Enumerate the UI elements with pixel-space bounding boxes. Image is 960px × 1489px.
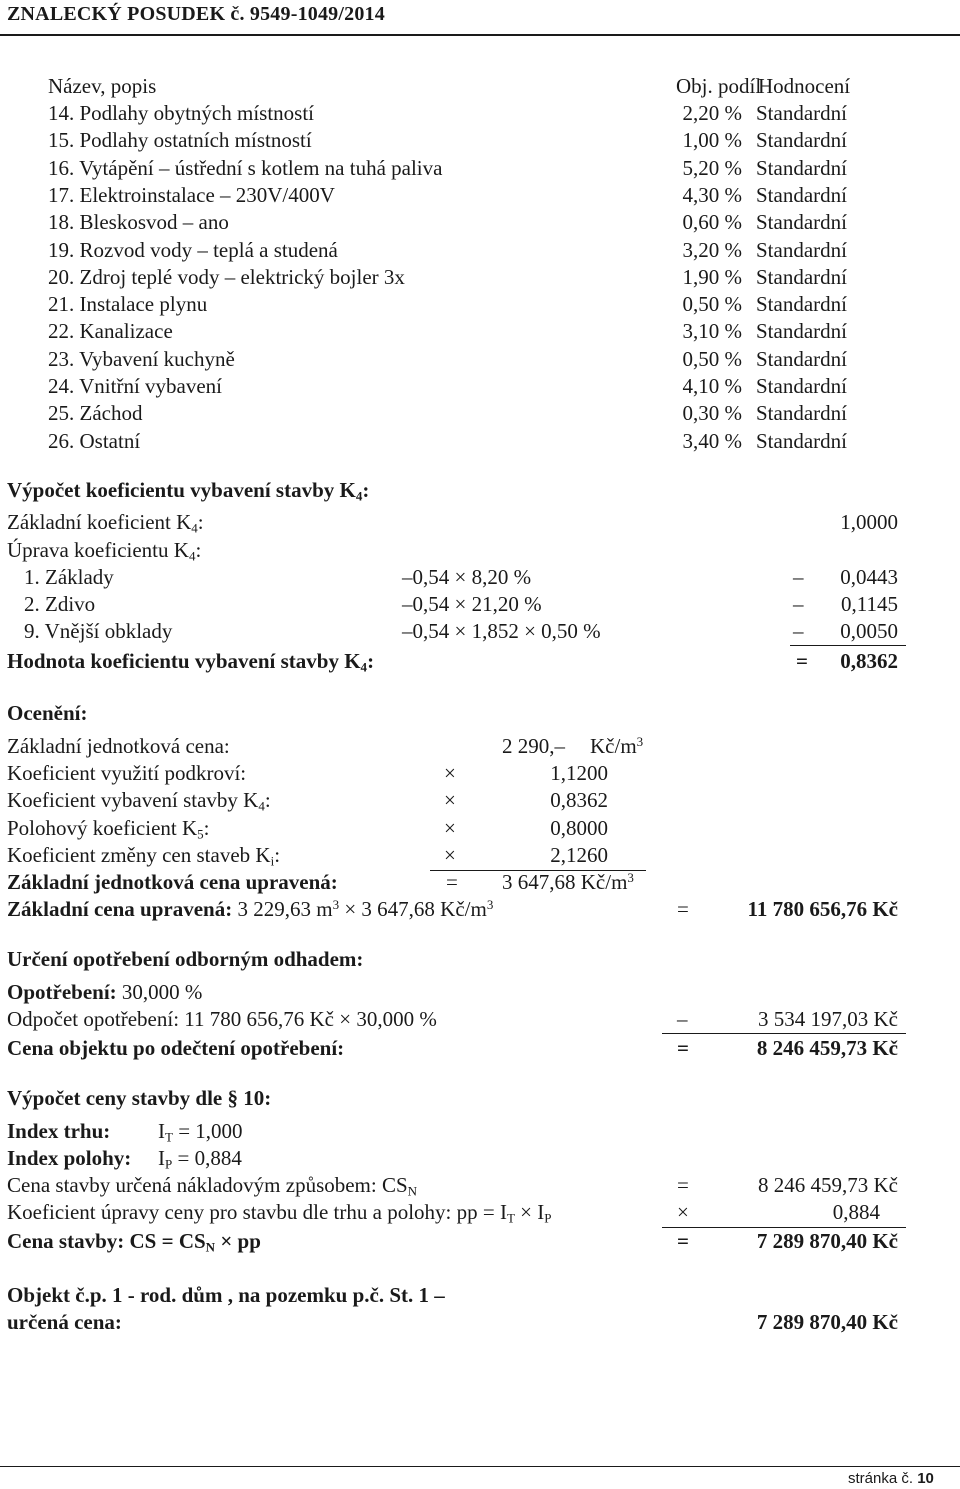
row-rating: Standardní	[756, 292, 847, 317]
k4-item-op: –	[793, 592, 804, 616]
row-name: 15. Podlahy ostatních místností	[48, 128, 312, 153]
adjusted-unit-op: =	[446, 870, 458, 894]
cost-price-op: =	[677, 1173, 689, 1197]
wear-heading: Určení opotřebení odborným odhadem:	[7, 947, 364, 971]
footer-rule	[0, 1466, 960, 1467]
row-share: 3,40 %	[682, 428, 742, 453]
row-name: 14. Podlahy obytných místností	[48, 101, 315, 125]
row-name: 24. Vnitřní vybavení	[48, 374, 223, 398]
row-rating: Standardní	[756, 210, 847, 235]
base-price-value: 2 290,–	[502, 734, 565, 758]
k4-item-formula: –0,54 × 21,20 %	[402, 592, 542, 616]
row-name: 17. Elektroinstalace – 230V/400V	[48, 182, 335, 207]
valuation-row-op: ×	[444, 788, 456, 813]
k4-base-value: 1,0000	[840, 510, 898, 534]
document-title: ZNALECKÝ POSUDEK č. 9549-1049/2014	[7, 3, 385, 25]
price10-heading: Výpočet ceny stavby dle § 10:	[7, 1086, 272, 1110]
wear-after-op: =	[677, 1036, 689, 1060]
final-price-op: =	[677, 1229, 689, 1253]
k4-adjust-label: Úprava koeficientu $K_4$:	[7, 538, 202, 564]
row-share: 4,30 %	[682, 182, 742, 207]
table-row	[0, 403, 960, 427]
row-rating: Standardní	[756, 374, 847, 398]
k4-item-op: –	[793, 565, 804, 589]
base-price-label: Základní jednotková cena:	[7, 734, 230, 758]
valuation-row-op: ×	[444, 842, 456, 867]
k4-item-label: 2. Zdivo	[24, 592, 96, 616]
k4-heading: Výpočet koeficientu vybavení stavby $K_4$:	[7, 478, 370, 504]
summary-line-2: určená cena:	[7, 1310, 122, 1334]
table-row	[0, 130, 960, 154]
row-share: 3,10 %	[682, 319, 742, 344]
k4-item-formula: –0,54 × 1,852 × 0,50 %	[402, 619, 601, 643]
k4-item-label: 1. Základy	[24, 565, 114, 589]
row-share: 0,50 %	[682, 346, 742, 371]
k4-result-label: Hodnota koeficientu vybavení stavby $K_4$:	[7, 649, 375, 675]
k4-item-value: 0,0050	[840, 619, 898, 643]
table-row	[0, 237, 960, 264]
col-header-name: Název, popis	[48, 74, 157, 98]
row-rating: Standardní	[756, 264, 847, 289]
row-share: 0,30 %	[682, 401, 742, 426]
table-row	[0, 346, 960, 373]
valuation-row-value: 0,8362	[550, 788, 608, 813]
row-share: 5,20 %	[682, 155, 742, 180]
k4-result-op: =	[796, 649, 808, 673]
table-row	[0, 264, 960, 291]
row-name: 22. Kanalizace	[48, 319, 173, 344]
row-share: 2,20 %	[682, 101, 742, 125]
header-rule	[0, 34, 960, 36]
row-name: 25. Záchod	[48, 401, 143, 426]
col-header-rating: Hodnocení	[758, 74, 851, 98]
wear-deduct-label: Odpočet opotřebení: 11 780 656,76 Kč × 30,000 %	[7, 1007, 437, 1031]
valuation-row-label: Koeficient vybavení stavby $K_4$:	[7, 788, 271, 814]
k4-item-value: 0,1145	[841, 592, 898, 616]
row-rating: Standardní	[756, 346, 847, 371]
row-rating: Standardní	[756, 237, 847, 262]
row-rating: Standardní	[756, 101, 847, 125]
row-name: 26. Ostatní	[48, 428, 141, 453]
wear-deduct-value: 3 534 197,03 Kč	[758, 1007, 898, 1031]
valuation-row-op: ×	[444, 761, 456, 785]
table-row	[0, 155, 960, 182]
row-share: 0,50 %	[682, 292, 742, 317]
market-index-label: Index trhu:	[7, 1119, 111, 1143]
table-row	[0, 376, 960, 400]
row-share: 0,60 %	[682, 210, 742, 235]
adjusted-price-label: Základní cena upravená: 3 229,63 $m^3 \times 3$ 647,68 $Kč/m^3$	[7, 896, 494, 921]
row-share: 3,20 %	[682, 237, 742, 262]
row-name: 20. Zdroj teplé vody – elektrický bojler 3x	[48, 264, 405, 289]
row-name: 23. Vybavení kuchyně	[48, 346, 235, 371]
adjusted-unit-label: Základní jednotková cena upravená:	[7, 870, 338, 894]
valuation-row-label: Polohový koeficient $K_5$:	[7, 815, 210, 841]
row-share: 1,00 %	[682, 128, 742, 153]
valuation-row-label: Koeficient využití podkroví:	[7, 761, 247, 785]
row-rating: Standardní	[756, 128, 847, 153]
final-price-label: Cena stavby: CS = $CS_N$ × pp	[7, 1229, 261, 1255]
valuation-row-label: Koeficient změny cen staveb $K_i$:	[7, 842, 281, 869]
row-rating: Standardní	[756, 319, 847, 344]
k4-item-value: 0,0443	[840, 565, 898, 589]
k4-item-op: –	[793, 619, 804, 643]
row-share: 1,90 %	[682, 264, 742, 289]
k4-item-formula: –0,54 × 8,20 %	[402, 565, 532, 589]
cost-price-value: 8 246 459,73 Kč	[758, 1173, 898, 1197]
market-coef-op: ×	[677, 1200, 689, 1224]
adjusted-unit-value: 3 647,68 $Kč/m^3$	[502, 869, 634, 894]
page-number-label: stránka č. 10	[848, 1470, 934, 1487]
wear-after-label: Cena objektu po odečtení opotřebení:	[7, 1036, 345, 1060]
price10-rule	[662, 1227, 906, 1228]
market-coef-value: 0,884	[832, 1200, 880, 1224]
adjusted-price-op: =	[677, 897, 689, 921]
valuation-row-value: 2,1260	[550, 842, 608, 867]
table-row	[0, 103, 960, 127]
row-name: 21. Instalace plynu	[48, 292, 208, 317]
adjusted-price-value: 11 780 656,76 Kč	[747, 897, 898, 921]
k4-result-value: 0,8362	[840, 649, 898, 673]
final-price-value: 7 289 870,40 Kč	[756, 1229, 898, 1253]
valuation-row-op: ×	[444, 815, 456, 840]
market-coef-label: Koeficient úpravy ceny pro stavbu dle trhu a polohy: pp = $I_T \times I_P$	[7, 1200, 552, 1226]
row-share: 4,10 %	[682, 374, 742, 398]
table-row	[0, 182, 960, 209]
wear-after-value: 8 246 459,73 Kč	[756, 1036, 898, 1060]
wear-line: Opotřebení: 30,000 %	[7, 980, 203, 1004]
row-rating: Standardní	[756, 401, 847, 426]
summary-value: 7 289 870,40 Kč	[756, 1310, 898, 1334]
row-name: 16. Vytápění – ústřední s kotlem na tuhá paliva	[48, 155, 443, 180]
wear-deduct-op: –	[677, 1007, 688, 1031]
summary-line-1: Objekt č.p. 1 - rod. dům , na pozemku p.č. St. 1 –	[7, 1283, 445, 1307]
k4-item-label: 9. Vnější obklady	[24, 619, 173, 643]
row-rating: Standardní	[756, 155, 847, 180]
table-row	[0, 428, 960, 455]
location-index-label: Index polohy:	[7, 1146, 132, 1170]
valuation-row-value: 0,8000	[550, 815, 608, 840]
market-index-value: $I_T = 1,000$	[158, 1119, 243, 1145]
wear-rule	[662, 1033, 906, 1034]
table-row	[0, 212, 960, 236]
table-row	[0, 294, 960, 318]
row-name: 18. Bleskosvod – ano	[48, 210, 229, 235]
k4-sum-rule	[790, 645, 906, 646]
k4-base-label: Základní koeficient $K_4$:	[7, 510, 204, 536]
valuation-row-value: 1,1200	[550, 761, 608, 785]
row-rating: Standardní	[756, 428, 847, 453]
row-name: 19. Rozvod vody – teplá a studená	[48, 237, 338, 262]
col-header-share: Obj. podíl	[676, 74, 762, 98]
valuation-heading: Ocenění:	[7, 701, 88, 725]
cost-price-label: Cena stavby určená nákladovým způsobem: $CS_N$	[7, 1173, 418, 1199]
table-row	[0, 321, 960, 345]
location-index-value: $I_P = 0,884$	[158, 1146, 242, 1172]
row-rating: Standardní	[756, 182, 847, 207]
base-price-unit: $Kč/m^3$	[590, 733, 644, 758]
